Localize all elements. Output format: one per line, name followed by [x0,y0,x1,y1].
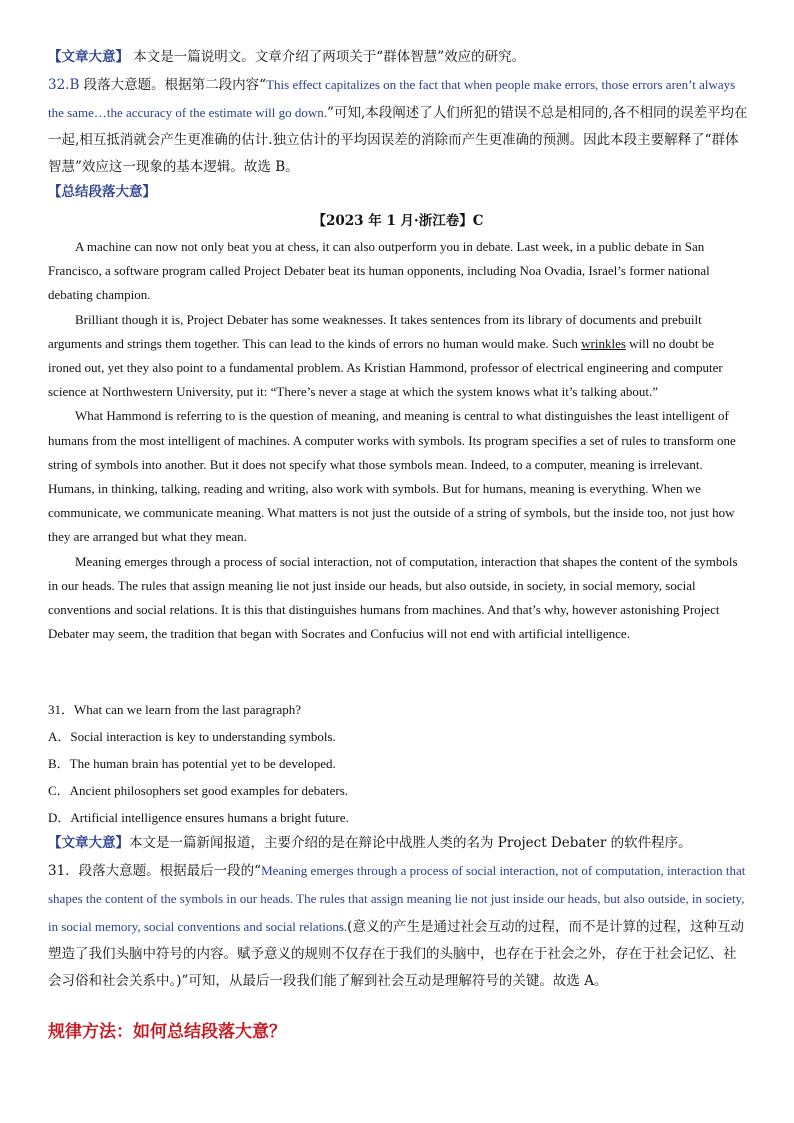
option-d: D．Artificial intelligence ensures humans a bright future. [48,810,349,825]
p2-before: Brilliant though it is, Project Debater has some weaknesses. It takes sentences from its library of documents and prebuilt arguments and strings them together. This can lead to the kinds of errors no human would make. Such [48,311,702,351]
reading-passage [48,235,748,646]
article-gist-2 [48,830,748,857]
option-a: A．Social interaction is key to understanding symbols. [48,729,336,744]
passage-paragraph-2 [48,308,748,405]
q32-quote: This effect capitalizes on the fact that when people make errors, those errors aren’t always the same…the accuracy of the estimate will go down. [48,77,736,120]
source-title [48,208,748,235]
p2-after: will no doubt be ironed out, yet they also point to a fundamental problem. As Kristian Hammond, professor of electrical engineering and computer science at Northwestern University, put it: “There’s never a stage at which the system knows what it’s talking about.” [48,335,723,400]
passage-paragraph-3: What Hammond is referring to is the question of meaning, and meaning is central to what distinguishes the least intelligent of humans from the most intelligent of machines. A computer works with symbols. Its program specifies a set of rules to transform one string of symbols into another. But it does not specify what those symbols mean. Indeed, to a computer, meaning is irrelevant. Humans, in thinking, talking, reading and writing, also work with symbols. But for humans, meaning is everything. When we communicate, we communicate meaning. What matters is not just the outside of a string of symbols, but the inside too, not just how they are arranged but what they mean. [48,408,736,545]
q32-explanation [48,71,748,181]
q32-label: 32.B [48,77,80,93]
article-gist-1 [48,44,748,71]
passage-paragraph-4: Meaning emerges through a process of social interaction, not of computation, interaction that shapes the content of the symbols in our heads. The rules that assign meaning lie not just inside our heads, but also outside, in society, in social memory, social conventions and social relations. It is this that distinguishes humans from machines. And that’s why, however astonishing Project Debater may seem, the tradition that began with Socrates and Confucius will not end with artificial intelligence. [48,553,738,642]
gist-text: 本文是一篇说明文。文章介绍了两项关于“群体智慧”效应的研究。 [129,49,526,65]
passage-paragraph-1: A machine can now not only beat you at chess, it can also outperform you in debate. Last week, in a public debate in San Francisco, a software program called Project Debater beat its human opponents, including Noa Ovadia, Israel’s former national debating champion. [48,239,710,303]
method-heading [48,1018,748,1046]
q32-rest: ”可知,本段阐述了人们所犯的错误不总是相同的,各不相同的误差平均在一起,相互抵消就会产生更准确的估计.独立估计的平均因误差的消除而产生更准确的预测。因此本段主要解释了“群体智慧”效应这一现象的基本逻辑。故选 B。 [48,105,748,175]
gist-tag-2: 【文章大意】 [48,835,129,851]
a31-quote: Meaning emerges through a process of social interaction, not of computation, interaction that shapes the content of the symbols in our heads. The rules that assign meaning lie not just inside our heads, but also outside, in society, in social memory, social conventions and social relations. [48,863,746,934]
q32-lead: 段落大意题。根据第二段内容“ [79,77,267,93]
question-stem: 31．What can we learn from the last paragraph? [48,702,302,717]
method-heading-text: 规律方法：如何总结段落大意？ [48,1022,286,1042]
a31-explanation [48,857,748,995]
gist-text-2: 本文是一篇新闻报道，主要介绍的是在辩论中战胜人类的名为 Project Debater 的软件程序。 [129,835,692,851]
a31-rest: (意义的产生是通过社会互动的过程，而不是计算的过程，这种互动塑造了我们头脑中符号的内容。赋予意义的规则不仅存在于我们的头脑中，也存在于社会之外，存在于社会记忆、社会习俗和社会关系中。)”可知，从最后一段我们能了解到社会互动是理解符号的关键。故选 A。 [48,919,744,989]
a31-lead: 31．段落大意题。根据最后一段的“ [48,863,262,879]
summary-tag [48,179,748,206]
source-title-text: 【2023 年 1 月·浙江卷】C [312,213,484,229]
question-block [48,696,748,831]
option-c: C．Ancient philosophers set good examples for debaters. [48,783,349,798]
option-b: B．The human brain has potential yet to be developed. [48,756,336,771]
gist-tag: 【文章大意】 [48,49,129,65]
underlined-word: wrinkles [581,335,626,351]
summary-tag-text: 【总结段落大意】 [48,184,156,200]
